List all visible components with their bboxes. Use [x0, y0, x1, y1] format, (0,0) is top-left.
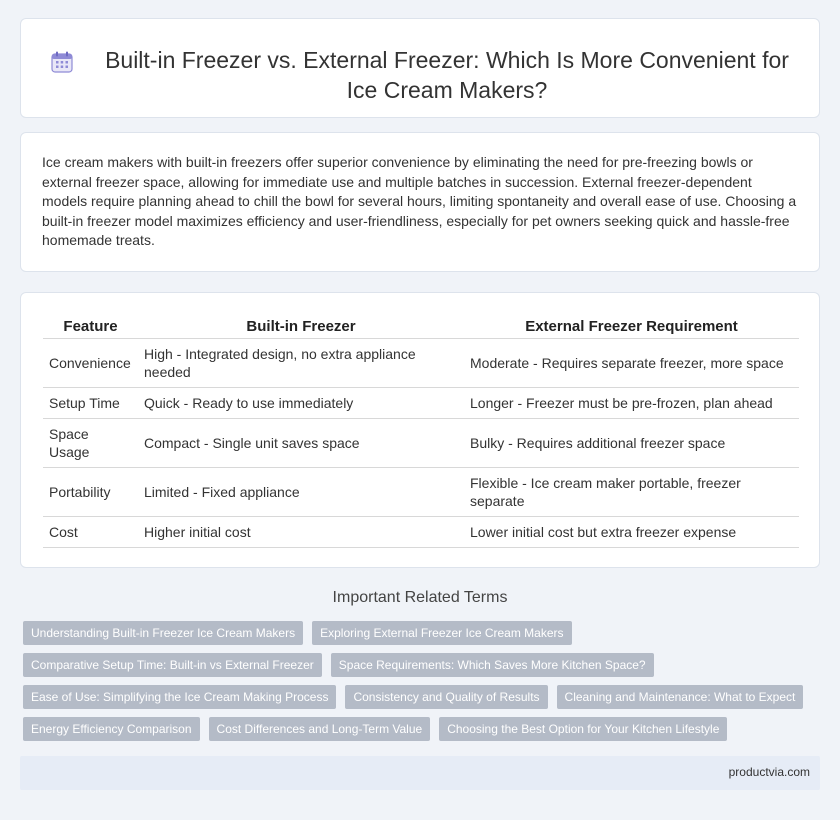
related-term-tag[interactable]: Space Requirements: Which Saves More Kitchen Space? — [331, 653, 654, 677]
related-term-tag[interactable]: Understanding Built-in Freezer Ice Cream Makers — [23, 621, 303, 645]
cell-built-in: Compact - Single unit saves space — [138, 418, 464, 467]
cell-external: Bulky - Requires additional freezer space — [464, 418, 799, 467]
related-term-tag[interactable]: Cost Differences and Long-Term Value — [209, 717, 431, 741]
cell-external: Longer - Freezer must be pre-frozen, plan ahead — [464, 387, 799, 418]
header-feature: Feature — [43, 313, 138, 338]
related-term-tag[interactable]: Choosing the Best Option for Your Kitchen Lifestyle — [439, 717, 727, 741]
related-term-tag[interactable]: Comparative Setup Time: Built-in vs External Freezer — [23, 653, 322, 677]
table-row — [43, 387, 799, 418]
cell-external: Flexible - Ice cream maker portable, freezer separate — [464, 467, 799, 516]
related-terms-list — [23, 621, 823, 749]
cell-external: Moderate - Requires separate freezer, more space — [464, 338, 799, 387]
cell-feature: Convenience — [43, 338, 138, 387]
header-external: External Freezer Requirement — [464, 313, 799, 338]
table-row — [43, 338, 799, 387]
footer-site-link[interactable]: productvia.com — [728, 765, 810, 779]
table-row — [43, 418, 799, 467]
intro-card — [20, 132, 820, 272]
cell-feature: Space Usage — [43, 418, 138, 467]
comparison-card — [20, 292, 820, 568]
cell-feature: Setup Time — [43, 387, 138, 418]
table-row — [43, 516, 799, 547]
cell-external: Lower initial cost but extra freezer expense — [464, 516, 799, 547]
related-term-tag[interactable]: Cleaning and Maintenance: What to Expect — [557, 685, 804, 709]
related-term-tag[interactable]: Ease of Use: Simplifying the Ice Cream Making Process — [23, 685, 336, 709]
table-row — [43, 467, 799, 516]
table-header-row — [43, 313, 799, 338]
related-term-tag[interactable]: Exploring External Freezer Ice Cream Makers — [312, 621, 571, 645]
page-title: Built-in Freezer vs. External Freezer: Which Is More Convenient for Ice Cream Makers? — [105, 47, 789, 103]
footer — [20, 756, 820, 790]
related-term-tag[interactable]: Consistency and Quality of Results — [345, 685, 547, 709]
cell-feature: Cost — [43, 516, 138, 547]
related-terms-title: Important Related Terms — [332, 589, 508, 606]
cell-built-in: High - Integrated design, no extra appliance needed — [138, 338, 464, 387]
comparison-table — [43, 313, 799, 548]
cell-feature: Portability — [43, 467, 138, 516]
related-term-tag[interactable]: Energy Efficiency Comparison — [23, 717, 200, 741]
cell-built-in: Limited - Fixed appliance — [138, 467, 464, 516]
intro-text: Ice cream makers with built-in freezers offer superior convenience by eliminating the need for pre-freezing bowls or external freezer space, allowing for immediate use and multiple batches in succession. External freezer-dependent models require planning ahead to chill the bowl for several hours, limiting spontaneity and overall ease of use. Choosing a built-in freezer model maximizes efficiency and user-friendliness, especially for pet owners seeking quick and hassle-free homemade treats. — [42, 154, 797, 249]
header-card — [20, 18, 820, 118]
cell-built-in: Quick - Ready to use immediately — [138, 387, 464, 418]
header-built-in: Built-in Freezer — [138, 313, 464, 338]
calendar-icon — [51, 51, 73, 73]
cell-built-in: Higher initial cost — [138, 516, 464, 547]
